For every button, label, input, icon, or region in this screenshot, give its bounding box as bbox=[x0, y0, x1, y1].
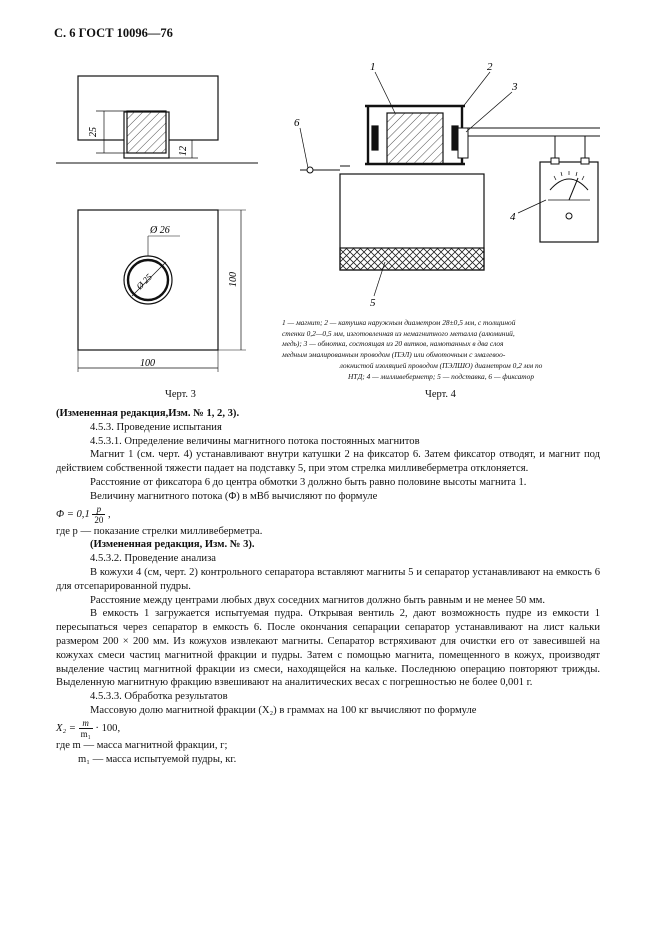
fig4-label-6: 6 bbox=[294, 117, 300, 129]
amendment-note: (Измененная редакция, Изм. № 3). bbox=[90, 539, 255, 551]
formula-flux: Φ = 0,1 $\frac{p}{20}$ , bbox=[56, 503, 111, 525]
fig3-side-view bbox=[56, 76, 258, 163]
fig4-label-2: 2 bbox=[487, 61, 493, 73]
winding-left bbox=[372, 126, 378, 150]
paragraph: Массовую долю магнитной фракции (X₂) в граммах на 100 кг вычисляют по формуле bbox=[90, 704, 477, 716]
dim-100-h: 100 bbox=[140, 358, 155, 369]
stand-base-crosshatched bbox=[340, 248, 484, 270]
paragraph: m₁ — масса испытуемой пудры, кг. bbox=[78, 753, 237, 765]
legend-line: стенки 0,2—0,5 мм, изготовленная из немагнитного металла (алюминий, bbox=[282, 328, 515, 338]
paragraph: Расстояние от фиксатора 6 до центра обмотки 3 должно быть равно половине высоты магнита 1. bbox=[90, 476, 527, 488]
dim-100-v: 100 bbox=[228, 272, 239, 287]
amendment-note: (Измененная редакция,Изм. № 1, 2, 3). bbox=[56, 408, 240, 419]
legend-line: 1 — магнит; 2 — катушка наружным диаметром 28±0,5 мм, с толщиной bbox=[282, 318, 516, 327]
fig3-caption: Черт. 3 bbox=[165, 389, 196, 400]
dim-12: 12 bbox=[178, 146, 189, 156]
section-4-5-3: 4.5.3. Проведение испытания bbox=[90, 421, 222, 433]
formula-mass-fraction: X₂ = $\frac{m}{\text{m₁}}$ · 100, bbox=[56, 717, 121, 739]
body-text bbox=[56, 407, 600, 766]
section-4-5-3-1: 4.5.3.1. Определение величины магнитного потока постоянных магнитов bbox=[90, 435, 420, 447]
paragraph: В емкость 1 загружается испытуемая пудра. Открывая вентиль 2, дают возможность пудре из емкости 1 пересыпаться через сепаратор в емкость 6. После окончания сепарации сепаратор устанавливают на лист кальки размером 200 × 200 мм. Из кожухов извлекают магниты. Сепаратор встряхивают для очистки его от завесившей на кожухах смеси частиц магнитной фракции и пудры. Затем с помощью магнита, помещенного в кожух, производят выделение частиц магнитной фракции из смеси, находящейся на кальке. Последнюю операцию повторяют трижды. Выделенную магнитную фракцию взвешивают на аналитических весах с погрешностью не более 0,001 г. bbox=[56, 608, 600, 689]
paragraph: Магнит 1 (см. черт. 4) устанавливают внутри катушки 2 на фиксатор 6. Затем фиксатор отводят, и магнит под действием собственной тяжести падает на подставку 5, при этом стрелка милливеберметра отклоняется. bbox=[56, 449, 600, 475]
section-4-5-3-3: 4.5.3.3. Обработка результатов bbox=[90, 691, 228, 703]
dim-25: 25 bbox=[88, 127, 99, 137]
paragraph: В кожухи 4 (см, черт. 2) контрольного сепаратора вставляют магниты 5 и сепаратор устанавливают на емкость 6 для отсепарированной пудры. bbox=[56, 566, 600, 592]
legend-line: медь); 3 — обмотка, состоящая из 20 витков, намотанных в два слоя bbox=[282, 339, 504, 349]
page-header: С. 6 ГОСТ 10096—76 bbox=[54, 26, 173, 40]
fig4-apparatus bbox=[300, 72, 600, 296]
legend-line: НТД; 4 — милливебермeтр; 5 — подставка, 6 — фиксатор bbox=[347, 371, 535, 381]
fig4-label-3: 3 bbox=[512, 81, 518, 93]
dim-d25: Ø 25 bbox=[134, 271, 154, 292]
paragraph: Величину магнитного потока (Φ) в мВб вычисляют по формуле bbox=[90, 490, 378, 502]
legend-line: локнистой изоляцией проводом (ПЭЛШО) диаметром 0,2 мм по bbox=[339, 360, 543, 370]
paragraph: где p — показание стрелки милливеберметра. bbox=[56, 525, 263, 537]
magnet-hatched bbox=[387, 113, 443, 164]
fig4-label-1: 1 bbox=[370, 61, 376, 73]
paragraph: где m — масса магнитной фракции, г; bbox=[56, 739, 228, 751]
fig4-label-4: 4 bbox=[510, 211, 516, 223]
dim-d26: Ø 26 bbox=[150, 225, 170, 236]
winding-right bbox=[452, 126, 458, 150]
paragraph: Расстояние между центрами любых двух соседних магнитов должно быть равным и не менее 50 мм. bbox=[90, 594, 546, 606]
fig4-label-5: 5 bbox=[370, 297, 376, 309]
fig4-caption: Черт. 4 bbox=[425, 389, 456, 400]
fig4-legend bbox=[282, 318, 600, 382]
fig3-magnet-hatched bbox=[127, 111, 166, 153]
section-4-5-3-2: 4.5.3.2. Проведение анализа bbox=[90, 553, 216, 565]
legend-line: медным эмалированным проводом (ПЭЛ) или обмоточным с эмалевоо- bbox=[282, 350, 506, 360]
